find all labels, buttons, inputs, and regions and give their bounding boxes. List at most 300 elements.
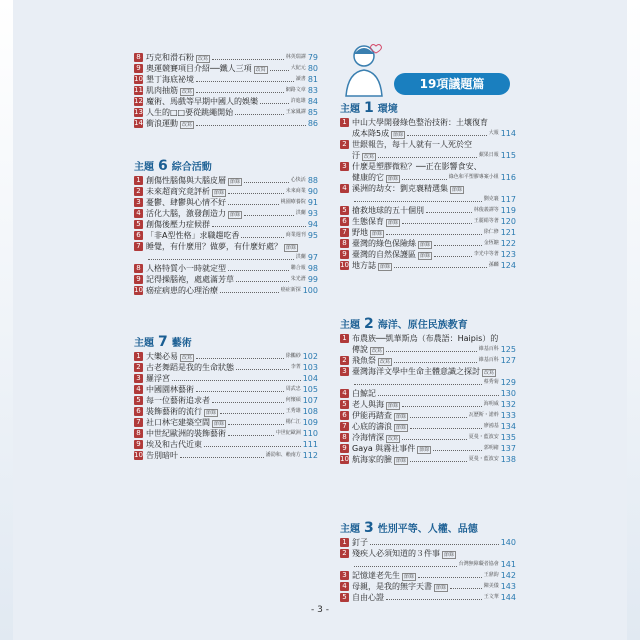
- entry-title: 埃及和古代近東: [146, 440, 202, 449]
- theme-2-block: [340, 316, 516, 465]
- entry-first-line: [146, 74, 318, 85]
- entry-body: [352, 260, 516, 271]
- leader-dots: [212, 226, 306, 227]
- entry-author: 瓦歷斯・諾幹: [468, 412, 499, 418]
- toc-entry[interactable]: [340, 410, 516, 421]
- entry-first-line: [146, 450, 318, 461]
- entry-body: [352, 117, 516, 139]
- entry-tag: 改寫: [182, 122, 193, 128]
- entry-body: [146, 450, 318, 461]
- toc-entry[interactable]: [134, 241, 318, 263]
- leader-dots: [180, 457, 264, 458]
- toc-entry[interactable]: [134, 373, 318, 384]
- entry-tag: 改寫: [372, 348, 383, 354]
- toc-entry[interactable]: [340, 432, 516, 443]
- toc-entry[interactable]: [340, 161, 516, 183]
- entry-number-badge: 10: [340, 261, 349, 269]
- entry-body: [352, 443, 516, 454]
- entry-title-continued: 傳說: [352, 345, 368, 354]
- entry-page: 84: [307, 97, 318, 106]
- toc-entry[interactable]: [340, 399, 516, 410]
- entry-tag: 節錄: [420, 253, 431, 259]
- toc-entry[interactable]: [134, 85, 318, 96]
- toc-entry[interactable]: [340, 548, 516, 570]
- theme-name: 性別平等、人權、品德: [377, 524, 478, 535]
- toc-entry[interactable]: [134, 63, 318, 74]
- leader-dots: [235, 114, 284, 115]
- entry-first-line: [352, 592, 516, 603]
- entry-page: 129: [500, 378, 516, 387]
- leader-dots: [220, 292, 279, 293]
- entry-title: 殘疾人必須知道的３件事: [352, 549, 440, 558]
- entry-body: [352, 183, 516, 205]
- entry-body: [352, 421, 516, 432]
- theme-3-block: [340, 520, 516, 603]
- entry-number-badge: 8: [340, 239, 349, 248]
- entry-number-badge: 9: [134, 275, 143, 284]
- theme-number: 7: [158, 334, 168, 350]
- right-margin-band: [627, 0, 640, 640]
- leader-dots: [394, 267, 487, 268]
- entry-first-line: [352, 432, 516, 443]
- entry-first-line: [352, 205, 516, 216]
- toc-entry[interactable]: [134, 175, 318, 186]
- entry-title: 冷海情深: [352, 433, 384, 442]
- entry-title: 古老舞蹈是我的生命狀態: [146, 363, 234, 372]
- entry-tag: 節錄: [230, 179, 241, 185]
- theme-heading: [134, 158, 318, 173]
- toc-entry[interactable]: [340, 581, 516, 592]
- entry-number-badge: 10: [134, 451, 143, 459]
- leader-dots: [241, 237, 283, 238]
- entry-author: 夏曼・藍波安: [468, 456, 499, 462]
- entry-author: 洪蘭: [295, 210, 306, 216]
- entry-title: 墾丁海底祕境: [146, 75, 194, 84]
- toc-entry[interactable]: [134, 197, 318, 208]
- toc-entry[interactable]: [340, 333, 516, 355]
- entry-title: 飛魚祭: [352, 356, 376, 365]
- entry-title: 白鯨記: [352, 389, 376, 398]
- entry-author: 中世紀歐洲: [275, 430, 301, 436]
- toc-entry[interactable]: [134, 107, 318, 118]
- entry-author: 李光中等著: [473, 251, 499, 257]
- toc-entry[interactable]: [134, 439, 318, 450]
- entry-page: 140: [500, 538, 516, 547]
- entry-title: Gaya 與霧社事件: [352, 444, 416, 453]
- entry-first-line: [146, 186, 318, 197]
- toc-entry[interactable]: [134, 208, 318, 219]
- theme-heading: [340, 100, 516, 115]
- entry-author: 蔡秀菊: [483, 379, 499, 385]
- entry-body: [352, 161, 516, 183]
- entry-number-badge: 1: [340, 538, 349, 547]
- leader-dots: [378, 395, 499, 396]
- entry-tag: 節錄: [388, 176, 399, 182]
- entry-body: [352, 139, 516, 161]
- entry-first-line: [146, 417, 318, 428]
- entry-first-line: [352, 443, 516, 454]
- entry-title: 布農族──凱華斯烏（布農語：Haipis）的: [352, 334, 499, 343]
- leader-dots: [354, 566, 457, 567]
- entry-title: 野地: [352, 228, 368, 237]
- entry-title: 衝浪運動: [146, 119, 178, 128]
- leader-dots: [172, 380, 301, 381]
- entry-title: 每一位藝術追求者: [146, 396, 210, 405]
- entry-body: [146, 52, 318, 63]
- leader-dots: [228, 270, 289, 271]
- entry-body: [146, 197, 318, 208]
- leader-dots: [386, 351, 477, 352]
- entry-author: 林俊義譯等: [473, 207, 499, 213]
- entry-title: 人生的□□要從跳繩開始: [146, 108, 234, 117]
- entry-body: [146, 85, 318, 96]
- entry-author: 大紀元: [290, 65, 306, 71]
- toc-entry[interactable]: [340, 260, 516, 271]
- entry-first-line: [146, 351, 318, 362]
- entry-title: 伊能再踏查: [352, 411, 392, 420]
- entry-number-badge: 2: [340, 140, 349, 149]
- toc-entry[interactable]: [134, 230, 318, 241]
- entry-title: 創傷後壓力症候群: [146, 220, 210, 229]
- entry-number-badge: 10: [134, 286, 143, 294]
- leader-dots: [386, 599, 482, 600]
- toc-entry[interactable]: [340, 537, 516, 548]
- entry-first-line: [146, 230, 318, 241]
- entry-number-badge: 5: [340, 593, 349, 602]
- entry-first-line: [352, 454, 516, 465]
- theme-label: 主題: [340, 320, 360, 331]
- leader-dots: [354, 201, 482, 202]
- leader-dots: [260, 103, 289, 104]
- leader-dots: [212, 402, 284, 403]
- entry-page: 83: [307, 86, 318, 95]
- entry-author: 維基百科: [478, 346, 499, 352]
- entry-number-badge: 8: [134, 53, 143, 62]
- entry-body: [146, 230, 318, 241]
- entry-author: 桃園療養院: [280, 199, 306, 205]
- toc-entry[interactable]: [340, 388, 516, 399]
- entry-title: 魔術、馬戲等早期中國人的娛樂: [146, 97, 258, 106]
- toc-entry[interactable]: [340, 421, 516, 432]
- toc-entry[interactable]: [134, 384, 318, 395]
- entry-body: [146, 241, 318, 263]
- theme-number: 1: [364, 100, 374, 116]
- entry-body: [146, 263, 318, 274]
- entry-author: 潘劭和、賴南方: [265, 452, 301, 458]
- toc-entry[interactable]: [340, 216, 516, 227]
- entry-title: 航海家的臉: [352, 455, 392, 464]
- toc-entry[interactable]: [134, 96, 318, 107]
- entry-first-line: [352, 570, 516, 581]
- toc-entry[interactable]: [134, 406, 318, 417]
- entry-body: [146, 373, 318, 384]
- entry-number-badge: 3: [134, 198, 143, 207]
- toc-entry[interactable]: [134, 351, 318, 362]
- toc-entry[interactable]: [340, 443, 516, 454]
- toc-entry[interactable]: [340, 592, 516, 603]
- entry-author: 楊仁江: [285, 419, 301, 425]
- entry-body: [352, 432, 516, 443]
- entry-first-line: [146, 241, 318, 252]
- entry-tag: 節錄: [436, 585, 447, 591]
- toc-entry[interactable]: [134, 428, 318, 439]
- entry-tag: 節錄: [388, 220, 399, 226]
- entry-tag: 改寫: [255, 67, 266, 73]
- entry-tag: 節錄: [393, 132, 404, 138]
- toc-entry[interactable]: [340, 570, 516, 581]
- entry-number-badge: 2: [134, 363, 143, 372]
- leader-dots: [270, 70, 289, 71]
- leader-dots: [410, 428, 482, 429]
- entry-page: 97: [307, 253, 318, 262]
- entry-author: 維基百科: [478, 357, 499, 363]
- theme-number: 6: [158, 158, 168, 174]
- entry-continued-line: [352, 172, 516, 183]
- entry-page: 114: [500, 129, 516, 138]
- leader-dots: [410, 461, 467, 462]
- entry-title: 告別暗叶: [146, 451, 178, 460]
- entry-page: 121: [500, 228, 516, 237]
- entry-number-badge: 4: [340, 582, 349, 591]
- leader-dots: [354, 384, 482, 385]
- entry-tag: 節錄: [372, 231, 383, 237]
- entry-first-line: [146, 107, 318, 118]
- entry-body: [352, 570, 516, 581]
- entry-author: 王秀雄: [285, 408, 301, 414]
- toc-entry[interactable]: [340, 355, 516, 366]
- entry-body: [352, 388, 516, 399]
- entry-title: 溪洲的劫女：劉克襄精選集: [352, 184, 448, 193]
- entry-first-line: [146, 428, 318, 439]
- entry-number-badge: 6: [340, 217, 349, 226]
- entry-page: 100: [302, 286, 318, 295]
- leader-dots: [402, 223, 472, 224]
- entry-first-line: [352, 139, 516, 150]
- theme-heading: [340, 520, 516, 535]
- entry-first-line: [352, 537, 516, 548]
- toc-entry[interactable]: [340, 249, 516, 260]
- entry-body: [352, 333, 516, 355]
- leader-dots: [434, 256, 472, 257]
- leader-dots: [212, 59, 284, 60]
- toc-entry[interactable]: [134, 450, 318, 461]
- entry-first-line: [146, 406, 318, 417]
- toc-entry[interactable]: [340, 117, 516, 139]
- entry-body: [352, 399, 516, 410]
- toc-entry[interactable]: [340, 454, 516, 465]
- entry-tag: 節錄: [396, 414, 407, 420]
- entry-number-badge: 9: [340, 444, 349, 453]
- entry-body: [352, 581, 516, 592]
- toc-entry[interactable]: [134, 186, 318, 197]
- leader-dots: [418, 577, 482, 578]
- toc-entry[interactable]: [134, 395, 318, 406]
- entry-body: [146, 406, 318, 417]
- entry-body: [352, 249, 516, 260]
- toc-entry[interactable]: [340, 205, 516, 216]
- leader-dots: [394, 362, 477, 363]
- entry-page: 142: [500, 571, 516, 580]
- toc-entry[interactable]: [340, 227, 516, 238]
- entry-number-badge: 1: [340, 118, 349, 127]
- entry-number-badge: 7: [134, 418, 143, 427]
- entry-page: 138: [500, 455, 516, 464]
- entry-body: [352, 205, 516, 216]
- entry-page: 130: [500, 389, 516, 398]
- theme-name: 海洋、原住民族教育: [377, 320, 468, 331]
- entry-number-badge: 4: [340, 184, 349, 193]
- toc-entry[interactable]: [134, 274, 318, 285]
- entry-body: [146, 63, 318, 74]
- toc-entry[interactable]: [134, 118, 318, 129]
- entry-body: [146, 219, 318, 230]
- entry-tag: 改寫: [484, 370, 495, 376]
- toc-entry[interactable]: [134, 219, 318, 230]
- entry-first-line: [146, 274, 318, 285]
- entry-first-line: [352, 421, 516, 432]
- entry-author: 劉克襄: [483, 196, 499, 202]
- leader-dots: [407, 135, 487, 136]
- entry-number-badge: 5: [134, 396, 143, 405]
- entry-title: 大樂必易: [146, 352, 178, 361]
- entry-number-badge: 5: [134, 220, 143, 229]
- entry-first-line: [146, 197, 318, 208]
- toc-entry[interactable]: [134, 417, 318, 428]
- entry-author: 許進雄: [290, 98, 306, 104]
- entry-number-badge: 6: [340, 411, 349, 420]
- theme-6-block: [134, 158, 318, 296]
- page-number: - 3 -: [311, 605, 329, 615]
- leader-dots: [236, 369, 289, 370]
- leader-dots: [228, 193, 284, 194]
- entry-page: 91: [307, 198, 318, 207]
- entry-page: 111: [302, 440, 318, 449]
- entry-title: 社口林宅建築空間: [146, 418, 210, 427]
- toc-entry[interactable]: [340, 139, 516, 161]
- entry-title: 記得操腦袍，處處滿芳草: [146, 275, 234, 284]
- entry-author: 王麗絹等著: [473, 218, 499, 224]
- entry-first-line: [146, 362, 318, 373]
- entry-first-line: [352, 388, 516, 399]
- entry-number-badge: 12: [134, 97, 143, 105]
- entry-page: 137: [500, 444, 516, 453]
- toc-entry[interactable]: [134, 74, 318, 85]
- entry-title: 「非A型性格」求職趨吃香: [146, 231, 240, 240]
- theme-7-block: [134, 334, 318, 461]
- leader-dots: [220, 413, 284, 414]
- entry-title-continued: 健康的它: [352, 173, 384, 182]
- theme-1-block: [340, 100, 516, 271]
- toc-entry[interactable]: [340, 366, 516, 388]
- entry-page: 99: [307, 275, 318, 284]
- entry-body: [146, 107, 318, 118]
- theme-heading: [340, 316, 516, 331]
- entry-title: 中世紀歐洲的裝飾藝術: [146, 429, 226, 438]
- entry-page: 123: [500, 250, 516, 259]
- entry-tag: 節錄: [404, 574, 415, 580]
- entry-page: 95: [307, 231, 318, 240]
- entry-page: 120: [500, 217, 516, 226]
- toc-entry[interactable]: [134, 263, 318, 274]
- entry-page: 134: [500, 422, 516, 431]
- entry-first-line: [352, 249, 516, 260]
- entry-number-badge: 4: [134, 385, 143, 394]
- entry-page: 116: [500, 173, 516, 182]
- leader-dots: [244, 215, 294, 216]
- toc-entry[interactable]: [134, 52, 318, 63]
- entry-tag: 改寫: [364, 154, 375, 160]
- entry-tag: 改寫: [388, 436, 399, 442]
- entry-tag: 改寫: [198, 56, 209, 62]
- entry-author: 王家鳳譯: [285, 109, 306, 115]
- entry-first-line: [146, 395, 318, 406]
- entry-title: 奧運競賽項目介紹──鐵人三項: [146, 64, 252, 73]
- entry-body: [146, 208, 318, 219]
- entry-author: 林英瑞譯: [285, 54, 306, 60]
- leader-dots: [386, 234, 482, 235]
- entry-page: 109: [302, 418, 318, 427]
- entry-author: 蘋果日報: [478, 152, 499, 158]
- entry-tag: 節錄: [380, 264, 391, 270]
- entry-page: 110: [302, 429, 318, 438]
- entry-first-line: [352, 399, 516, 410]
- entry-first-line: [352, 410, 516, 421]
- toc-entry[interactable]: [340, 183, 516, 205]
- entry-title: 母親，是我的無字天書: [352, 582, 432, 591]
- leader-dots: [378, 157, 477, 158]
- toc-entry[interactable]: [134, 362, 318, 373]
- entry-title: 睡覺，有什麼用？做夢，有什麼好處？: [146, 242, 282, 251]
- entry-author: 陳美儀: [483, 583, 499, 589]
- entry-author: 朱光潛: [290, 276, 306, 282]
- entry-page: 135: [500, 433, 516, 442]
- entry-page: 141: [500, 560, 516, 569]
- entry-first-line: [146, 208, 318, 219]
- leader-dots: [196, 125, 306, 126]
- entry-author: 台灣無障礙者協會: [458, 561, 499, 567]
- entry-number-badge: 3: [340, 571, 349, 580]
- entry-continued-line: [352, 559, 516, 570]
- entry-body: [352, 238, 516, 249]
- entry-page: 105: [302, 385, 318, 394]
- entry-continued-line: [352, 344, 516, 355]
- entry-number-badge: 4: [134, 209, 143, 218]
- leader-dots: [402, 439, 467, 440]
- entry-continued-line: [352, 128, 516, 139]
- entry-first-line: [146, 85, 318, 96]
- theme-number: 3: [364, 520, 374, 536]
- entry-continued-line: [352, 194, 516, 205]
- entry-title: 未來超商究竟評析: [146, 187, 210, 196]
- entry-page: 80: [307, 64, 318, 73]
- entry-author: 癌症新探: [280, 287, 301, 293]
- entry-page: 102: [302, 352, 318, 361]
- toc-entry[interactable]: [340, 238, 516, 249]
- entry-body: [146, 175, 318, 186]
- entry-body: [146, 439, 318, 450]
- entry-body: [146, 186, 318, 197]
- toc-entry[interactable]: [134, 285, 318, 296]
- entry-body: [352, 216, 516, 227]
- entry-author: 商業週刊: [285, 232, 306, 238]
- entry-tag: 節錄: [419, 447, 430, 453]
- reader-illustration-icon: [340, 40, 388, 98]
- entry-title: 羅浮宮: [146, 374, 170, 383]
- entry-body: [352, 227, 516, 238]
- entry-title: 搶救地球的五十個別: [352, 206, 424, 215]
- entry-first-line: [146, 263, 318, 274]
- entry-continued-line: [352, 377, 516, 388]
